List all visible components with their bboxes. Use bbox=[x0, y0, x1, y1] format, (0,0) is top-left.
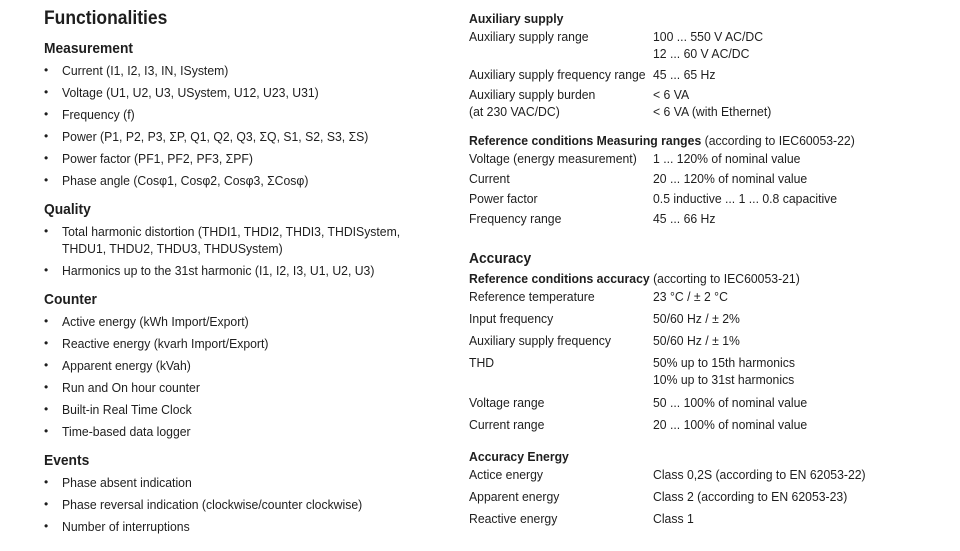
bullet-icon: • bbox=[44, 402, 49, 416]
page-title: Functionalities bbox=[44, 8, 168, 29]
accuracy-energy-heading: Accuracy Energy bbox=[469, 449, 569, 464]
bullet-icon: • bbox=[44, 380, 49, 394]
auxiliary-supply-heading: Auxiliary supply bbox=[469, 11, 564, 26]
list-item: • Frequency (f) bbox=[44, 107, 135, 122]
spec-value: 1 ... 120% of nominal value bbox=[653, 151, 801, 166]
spec-label: Reactive energy bbox=[469, 511, 558, 526]
quality-heading: Quality bbox=[44, 201, 91, 218]
bullet-icon: • bbox=[44, 151, 49, 165]
bullet-icon: • bbox=[44, 314, 49, 328]
spec-value: 45 ... 65 Hz bbox=[653, 67, 716, 82]
quality-list bbox=[44, 221, 464, 282]
bullet-icon: • bbox=[44, 475, 49, 489]
spec-row bbox=[469, 488, 949, 510]
spec-row bbox=[469, 170, 949, 190]
spec-label: Frequency range bbox=[469, 211, 562, 226]
bullet-icon: • bbox=[44, 358, 49, 372]
spec-row bbox=[469, 28, 949, 64]
spec-value: 50/60 Hz / ± 1% bbox=[653, 333, 740, 348]
measurement-list bbox=[44, 60, 464, 192]
list-item: • Phase angle (Cosφ1, Cosφ2, Cosφ3, ΣCosφ) bbox=[44, 173, 309, 188]
spec-label: Current bbox=[469, 171, 510, 186]
list-item: • Time-based data logger bbox=[44, 424, 191, 439]
spec-label: Auxiliary supply frequency range bbox=[469, 67, 646, 82]
bullet-icon: • bbox=[44, 263, 49, 277]
bullet-icon: • bbox=[44, 424, 49, 438]
spec-row bbox=[469, 288, 949, 310]
list-item: • Phase absent indication bbox=[44, 475, 192, 490]
counter-list bbox=[44, 311, 464, 443]
spec-value: Class 2 (according to EN 62053-23) bbox=[653, 489, 848, 504]
functionalities-column bbox=[44, 8, 464, 538]
measurement-heading: Measurement bbox=[44, 40, 133, 57]
spec-row bbox=[469, 310, 949, 332]
list-item: • Current (I1, I2, I3, IN, ISystem) bbox=[44, 63, 229, 78]
spec-row bbox=[469, 394, 949, 416]
spec-value: 100 ... 550 V AC/DC 12 ... 60 V AC/DC bbox=[653, 29, 764, 61]
spec-row bbox=[469, 190, 949, 210]
spec-value: 50% up to 15th harmonics 10% up to 31st harmonics bbox=[653, 355, 795, 387]
bullet-icon: • bbox=[44, 336, 49, 350]
list-item: • Total harmonic distortion (THDI1, THDI2, THDI3, THDISystem, THDU1, THDU2, THDU3, THDUSystem) bbox=[44, 224, 401, 256]
spec-label: Current range bbox=[469, 417, 545, 432]
spec-label: Apparent energy bbox=[469, 489, 560, 504]
list-item: • Phase reversal indication (clockwise/counter clockwise) bbox=[44, 497, 363, 512]
list-item: • Harmonics up to the 31st harmonic (I1, I2, I3, U1, U2, U3) bbox=[44, 263, 375, 278]
spec-label: Voltage (energy measurement) bbox=[469, 151, 637, 166]
bullet-icon: • bbox=[44, 107, 49, 121]
spec-value: 45 ... 66 Hz bbox=[653, 211, 716, 226]
bullet-icon: • bbox=[44, 519, 49, 533]
list-item: • Built-in Real Time Clock bbox=[44, 402, 192, 417]
spec-label: Actice energy bbox=[469, 467, 544, 482]
spec-label: THD bbox=[469, 355, 495, 370]
spec-row bbox=[469, 66, 949, 86]
spec-value: 20 ... 100% of nominal value bbox=[653, 417, 808, 432]
list-item: • Reactive energy (kvarh Import/Export) bbox=[44, 336, 269, 351]
list-item: • Apparent energy (kVah) bbox=[44, 358, 191, 373]
bullet-icon: • bbox=[44, 173, 49, 187]
spec-label: Auxiliary supply range bbox=[469, 29, 589, 44]
list-item: • Voltage (U1, U2, U3, USystem, U12, U23, U31) bbox=[44, 85, 319, 100]
spec-label: Input frequency bbox=[469, 311, 554, 326]
spec-value: 50 ... 100% of nominal value bbox=[653, 395, 808, 410]
accuracy-subheading: Reference conditions accuracy (accorting to IEC60053-21) bbox=[469, 271, 800, 286]
bullet-icon: • bbox=[44, 224, 49, 238]
spec-value: Class 0,2S (according to EN 62053-22) bbox=[653, 467, 866, 482]
bullet-icon: • bbox=[44, 129, 49, 143]
spec-row bbox=[469, 416, 949, 438]
spec-row bbox=[469, 354, 949, 394]
spec-value: 23 °C / ± 2 °C bbox=[653, 289, 728, 304]
list-item: • Power factor (PF1, PF2, PF3, ΣPF) bbox=[44, 151, 253, 166]
spec-value: 50/60 Hz / ± 2% bbox=[653, 311, 740, 326]
spec-label: Reference temperature bbox=[469, 289, 595, 304]
list-item: • Power (P1, P2, P3, ΣP, Q1, Q2, Q3, ΣQ, S1, S2, S3, ΣS) bbox=[44, 129, 369, 144]
spec-row bbox=[469, 510, 949, 532]
accuracy-heading: Accuracy bbox=[469, 250, 532, 267]
spec-row bbox=[469, 210, 949, 230]
spec-value: 0.5 inductive ... 1 ... 0.8 capacitive bbox=[653, 191, 838, 206]
list-item: • Run and On hour counter bbox=[44, 380, 200, 395]
specifications-column bbox=[469, 10, 949, 532]
spec-row bbox=[469, 466, 949, 488]
counter-heading: Counter bbox=[44, 291, 97, 308]
spec-label: Auxiliary supply frequency bbox=[469, 333, 611, 348]
bullet-icon: • bbox=[44, 63, 49, 77]
spec-label: Power factor bbox=[469, 191, 538, 206]
spec-value: < 6 VA < 6 VA (with Ethernet) bbox=[653, 87, 772, 119]
spec-row bbox=[469, 332, 949, 354]
list-item: • Number of interruptions bbox=[44, 519, 190, 534]
events-list bbox=[44, 472, 464, 538]
list-item: • Active energy (kWh Import/Export) bbox=[44, 314, 249, 329]
spec-label: Voltage range bbox=[469, 395, 545, 410]
reference-ranges-heading: Reference conditions Measuring ranges (according to IEC60053-22) bbox=[469, 133, 855, 148]
bullet-icon: • bbox=[44, 85, 49, 99]
bullet-icon: • bbox=[44, 497, 49, 511]
events-heading: Events bbox=[44, 452, 90, 469]
spec-value: Class 1 bbox=[653, 511, 694, 526]
spec-row bbox=[469, 86, 949, 122]
spec-row bbox=[469, 150, 949, 170]
spec-label: Auxiliary supply burden (at 230 VAC/DC) bbox=[469, 87, 596, 119]
spec-value: 20 ... 120% of nominal value bbox=[653, 171, 808, 186]
